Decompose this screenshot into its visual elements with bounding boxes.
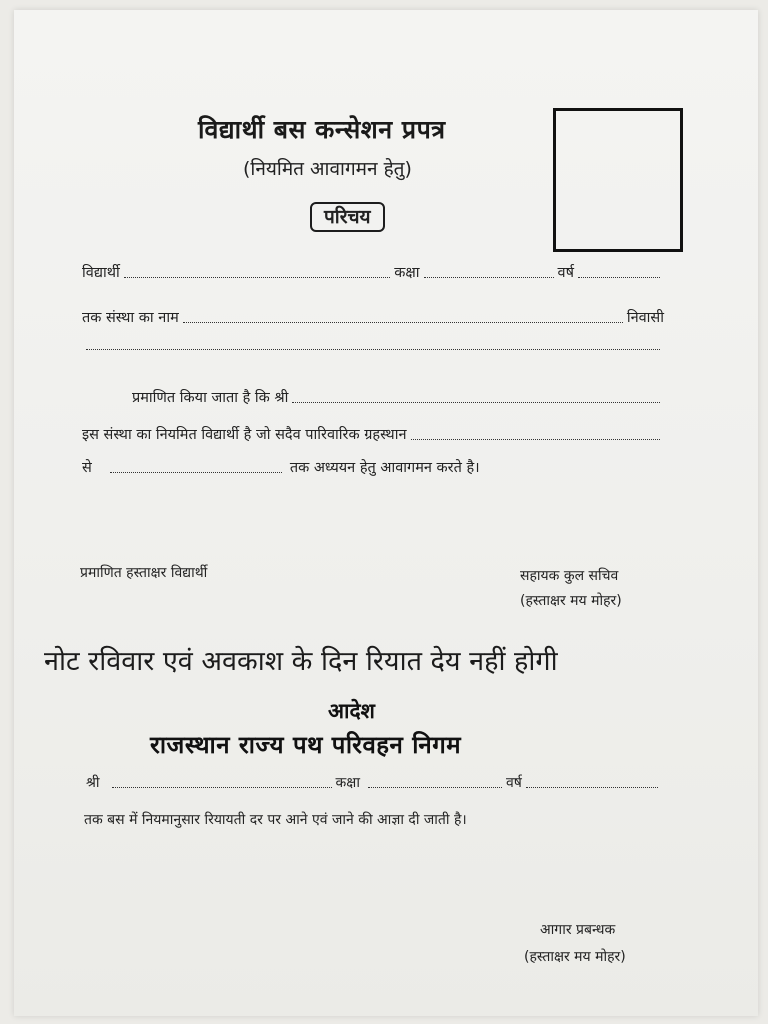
registrar-title: सहायक कुल सचिव [520,568,619,584]
institution-label: तक संस्था का नाम [82,310,179,326]
certificate-row-3 [82,457,582,477]
certificate-text-3b: तक अध्ययन हेतु आवागमन करते है। [289,460,480,476]
order-row-1 [86,773,662,792]
certificate-row-1 [132,387,664,407]
student-signature-label: प्रमाणित हस्ताक्षर विद्यार्थी [80,565,208,581]
institution-row [82,307,664,327]
certificate-text-1: प्रमाणित किया जाता है कि श्री [132,390,289,406]
year-field[interactable] [578,276,660,278]
order-year-field[interactable] [526,786,658,788]
depot-manager-seal-label: (हस्ताक्षर मय मोहर) [524,949,626,965]
registrar-seal-label: (हस्ताक्षर मय मोहर) [520,593,622,609]
shri-name-field[interactable] [292,401,660,403]
class-field[interactable] [424,276,554,278]
form-subtitle: (नियमित आवागमन हेतु) [243,158,412,180]
order-class-field[interactable] [368,786,502,788]
section-label-parichay: परिचय [310,202,385,232]
depot-manager-title: आगार प्रबन्धक [540,922,616,938]
photo-box[interactable] [553,108,683,252]
residence-field[interactable] [411,438,661,440]
order-class-label: कक्षा [335,775,360,791]
order-year-label: वर्ष [505,775,522,791]
note-text: नोट रविवार एवं अवकाश के दिन रियात देय नहीं होगी [44,646,558,677]
certificate-row-2 [82,424,664,444]
resident-label: निवासी [626,310,664,326]
order-name-field[interactable] [112,786,332,788]
order-organisation: राजस्थान राज्य पथ परिवहन निगम [150,731,462,759]
certificate-text-2: इस संस्था का नियमित विद्यार्थी है जो सदैव पारिवारिक ग्रहस्थान [82,427,407,443]
certificate-text-3a: से [82,460,92,476]
class-label: कक्षा [394,265,420,281]
order-permission-text: तक बस में नियमानुसार रियायती दर पर आने एवं जाने की आज्ञा दी जाती है। [84,812,467,828]
address-field[interactable] [86,348,660,350]
student-label: विद्यार्थी [82,265,120,281]
from-place-field[interactable] [110,471,282,473]
address-row [82,348,664,354]
institution-name-field[interactable] [183,321,623,323]
order-heading: आदेश [328,699,375,723]
order-shri-label: श्री [86,775,100,791]
student-class-year-row [82,262,664,282]
student-name-field[interactable] [124,276,391,278]
form-title: विद्यार्थी बस कन्सेशन प्रपत्र [198,115,446,144]
year-label: वर्ष [557,265,574,281]
